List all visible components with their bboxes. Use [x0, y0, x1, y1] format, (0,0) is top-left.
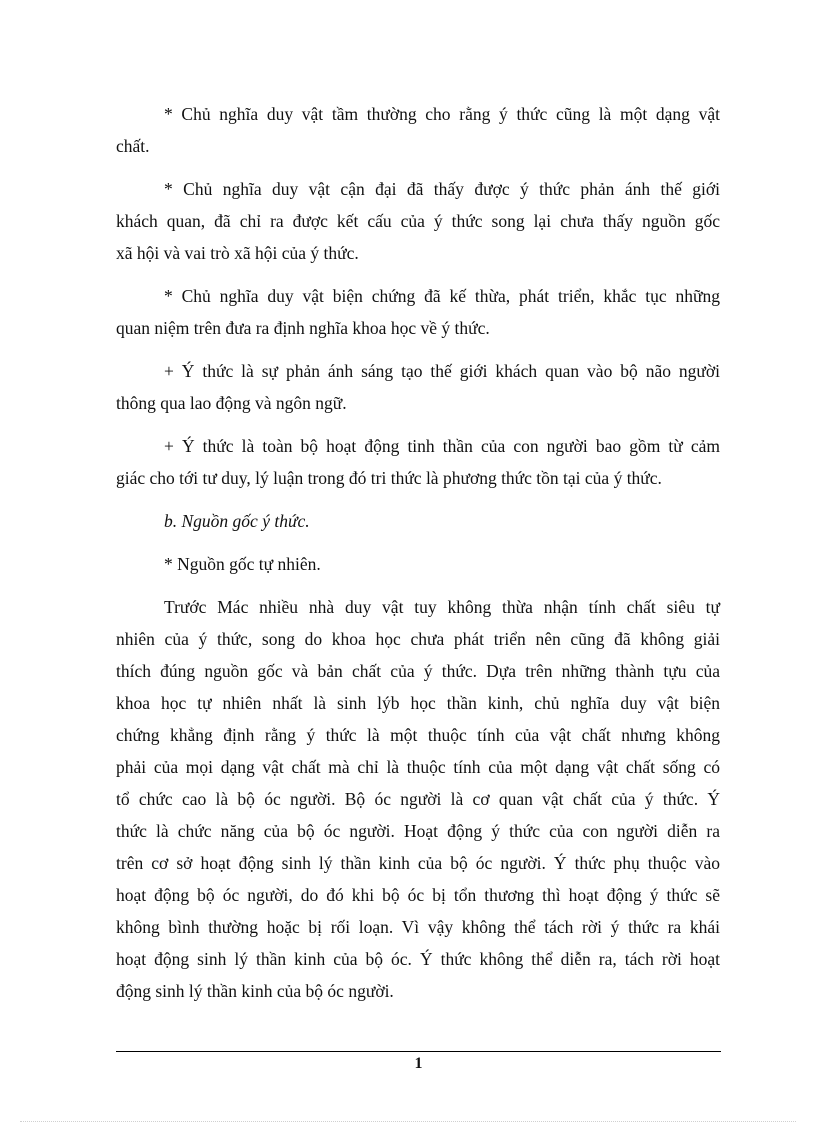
paragraph-line: chứng khẳng định rằng ý thức là một thuộc tính của vật chất nhưng không [116, 725, 720, 745]
paragraph-8 [116, 591, 720, 1007]
paragraph-2 [116, 173, 720, 269]
paragraph-line: * Chủ nghĩa duy vật biện chứng đã kế thừa, phát triển, khắc tục những [164, 286, 720, 306]
paragraph-line: trên cơ sở hoạt động sinh lý thần kinh của bộ óc người. Ý thức phụ thuộc vào [116, 853, 720, 873]
paragraph-line: nhiên của ý thức, song do khoa học chưa phát triển nên cũng đã không giải [116, 629, 720, 649]
paragraph-4 [116, 355, 720, 419]
document-body [116, 98, 720, 1018]
paragraph-line: khoa học tự nhiên nhất là sinh lýb học thần kinh, chủ nghĩa duy vật biện [116, 693, 720, 713]
paragraph-line: hoạt động bộ óc người, do đó khi bộ óc bị tổn thương thì hoạt động ý thức sẽ [116, 885, 720, 905]
subsection-heading-text: * Nguồn gốc tự nhiên. [164, 554, 321, 574]
paragraph-line: * Chủ nghĩa duy vật tầm thường cho rằng ý thức cũng là một dạng vật [164, 104, 720, 124]
paragraph-1 [116, 98, 720, 162]
paragraph-line: + Ý thức là toàn bộ hoạt động tinh thần của con người bao gồm từ cảm [164, 436, 720, 456]
paragraph-line: thông qua lao động và ngôn ngữ. [116, 393, 347, 413]
paragraph-line: xã hội và vai trò xã hội của ý thức. [116, 243, 359, 263]
subsection-heading [116, 548, 720, 580]
section-heading-text: b. Nguồn gốc ý thức. [164, 511, 310, 531]
section-heading [116, 505, 720, 537]
paragraph-line: khách quan, đã chỉ ra được kết cấu của ý thức song lại chưa thấy nguồn gốc [116, 211, 720, 231]
paragraph-line: phải của mọi dạng vật chất mà chỉ là thuộc tính của một dạng vật chất sống có [116, 757, 720, 777]
paragraph-line: * Chủ nghĩa duy vật cận đại đã thấy được ý thức phản ánh thế giới [164, 179, 720, 199]
paragraph-line: hoạt động sinh lý thần kinh của bộ óc. Ý thức không thể diễn ra, tách rời hoạt [116, 949, 720, 969]
paragraph-line: chất. [116, 136, 150, 156]
paragraph-5 [116, 430, 720, 494]
page-bottom-border [20, 1121, 796, 1122]
page-number: 1 [414, 1055, 423, 1072]
paragraph-line: quan niệm trên đưa ra định nghĩa khoa học về ý thức. [116, 318, 490, 338]
paragraph-line: thức là chức năng của bộ óc người. Hoạt động ý thức của con người diễn ra [116, 821, 720, 841]
footer-divider [116, 1051, 721, 1052]
paragraph-line: động sinh lý thần kinh của bộ óc người. [116, 981, 394, 1001]
paragraph-line: thích đúng nguồn gốc và bản chất của ý thức. Dựa trên những thành tựu của [116, 661, 720, 681]
paragraph-line: tổ chức cao là bộ óc người. Bộ óc người là cơ quan vật chất của ý thức. Ý [116, 789, 720, 809]
paragraph-line: + Ý thức là sự phản ánh sáng tạo thế giới khách quan vào bộ não người [164, 361, 720, 381]
paragraph-line: không bình thường hoặc bị rối loạn. Vì vậy không thể tách rời ý thức ra khái [116, 917, 720, 937]
paragraph-line: giác cho tới tư duy, lý luận trong đó tri thức là phương thức tồn tại của ý thức. [116, 468, 662, 488]
paragraph-3 [116, 280, 720, 344]
paragraph-line: Trước Mác nhiều nhà duy vật tuy không thừa nhận tính chất siêu tự [164, 597, 720, 617]
